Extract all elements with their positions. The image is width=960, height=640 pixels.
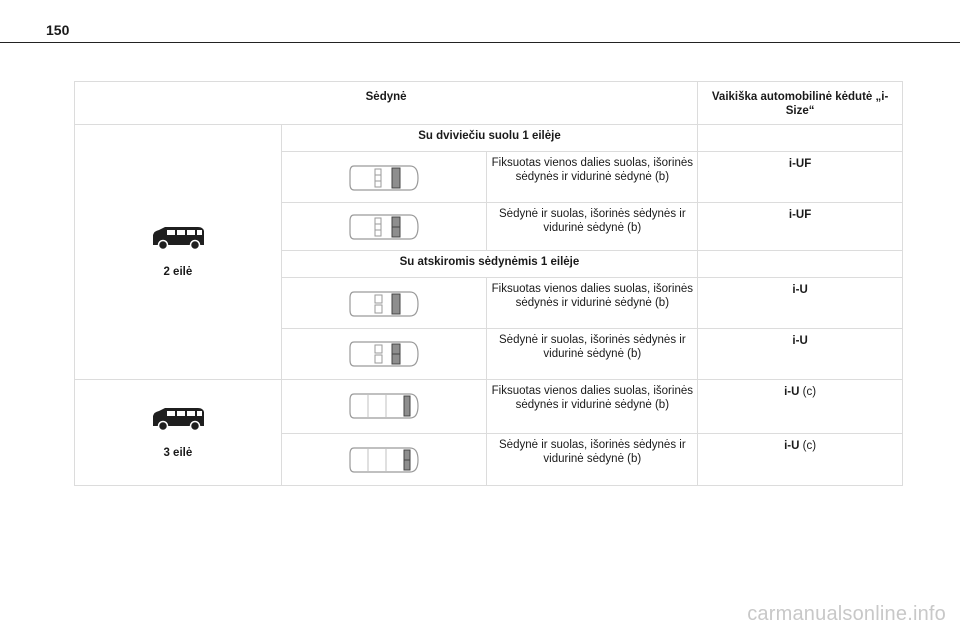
seat-icon-cell	[281, 203, 487, 251]
vehicle-label: 3 eilė	[163, 446, 193, 459]
seat-icon-cell	[281, 434, 487, 486]
section-title: Su atskiromis sėdynėmis 1 eilėje	[281, 251, 697, 278]
van-icon	[150, 225, 206, 251]
header-seat: Sėdynė	[75, 82, 698, 125]
seat-icon-cell	[281, 329, 487, 380]
row-value: i-UF	[698, 203, 903, 251]
section-title: Su dviviečiu suolu 1 eilėje	[281, 125, 697, 152]
vehicle-cell	[75, 125, 282, 380]
row-description: Sėdynė ir suolas, išorinės sėdynės ir vidurinė sėdynė (b)	[487, 434, 698, 486]
child-seat-table	[74, 81, 903, 486]
seat-layout-2row-bench-icon	[348, 160, 420, 196]
row-description: Fiksuotas vienos dalies suolas, išorinės sėdynės ir vidurinė sėdynė (b)	[487, 278, 698, 329]
row-value: i-U	[698, 278, 903, 329]
row-description: Sėdynė ir suolas, išorinės sėdynės ir vidurinė sėdynė (b)	[487, 203, 698, 251]
row-value: i-U (c)	[698, 380, 903, 434]
seat-layout-2row-split-icon	[348, 209, 420, 245]
header-child-seat: Vaikiška automobilinė kėdutė „i-Size“	[698, 82, 903, 125]
seat-layout-3row-bench-icon	[348, 388, 420, 424]
row-description: Fiksuotas vienos dalies suolas, išorinės sėdynės ir vidurinė sėdynė (b)	[487, 380, 698, 434]
vehicle-cell	[75, 380, 282, 486]
table-row	[75, 380, 903, 434]
row-value: i-U (c)	[698, 434, 903, 486]
section-row	[75, 125, 903, 152]
seat-layout-3row-split-icon	[348, 442, 420, 478]
row-value: i-UF	[698, 152, 903, 203]
page-number: 150	[46, 22, 70, 38]
vehicle-label: 2 eilė	[163, 266, 193, 278]
row-description: Fiksuotas vienos dalies suolas, išorinės sėdynės ir vidurinė sėdynė (b)	[487, 152, 698, 203]
seat-layout-2row-bench-icon	[348, 286, 420, 322]
seat-icon-cell	[281, 152, 487, 203]
table-header-row	[75, 82, 903, 125]
seat-icon-cell	[281, 278, 487, 329]
empty-cell	[698, 125, 903, 152]
seat-layout-2row-split-icon	[348, 336, 420, 372]
seat-icon-cell	[281, 380, 487, 434]
header-rule	[0, 42, 960, 43]
van-icon	[150, 406, 206, 432]
empty-cell	[698, 251, 903, 278]
row-description: Sėdynė ir suolas, išorinės sėdynės ir vidurinė sėdynė (b)	[487, 329, 698, 380]
row-value: i-U	[698, 329, 903, 380]
watermark: carmanualsonline.info	[747, 603, 946, 625]
